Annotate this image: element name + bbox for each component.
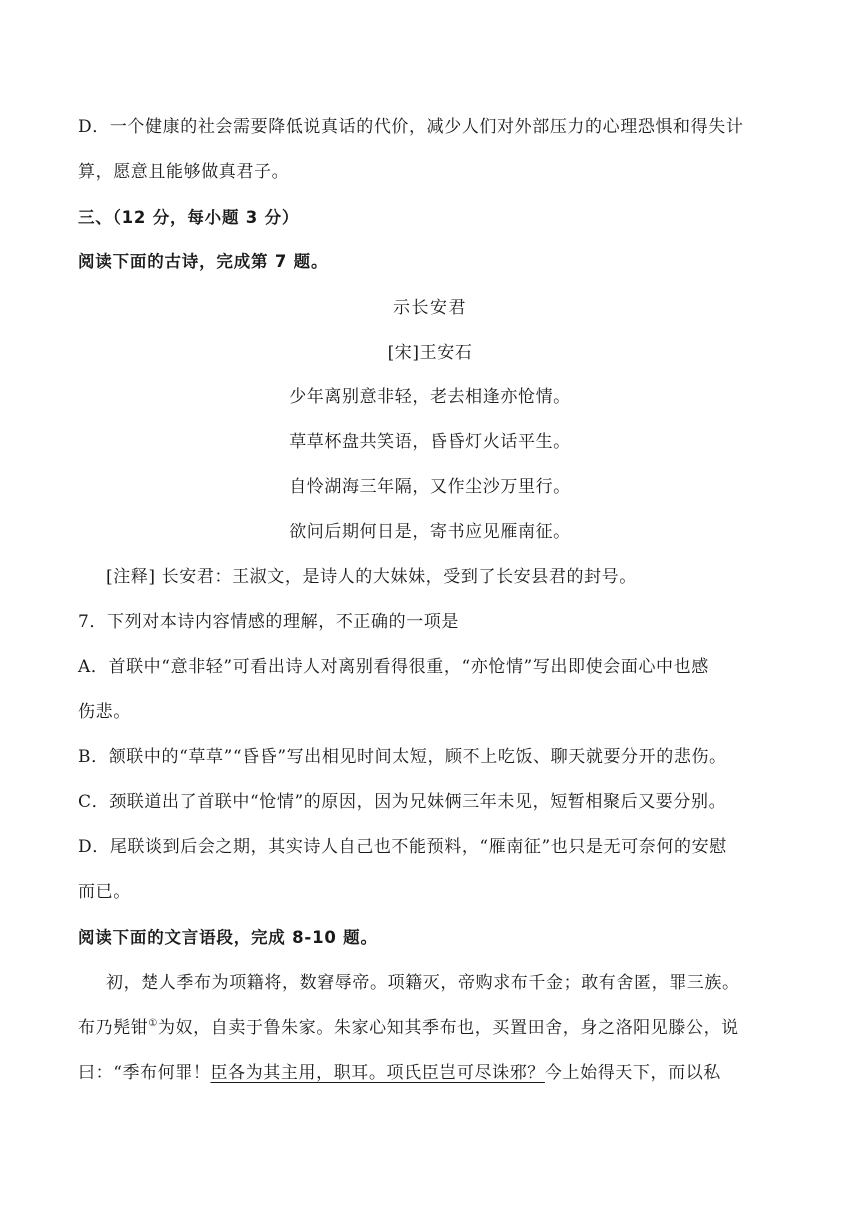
question-6-option-d-line-2: 算，愿意且能够做真君子。	[78, 162, 290, 182]
classical-passage-line-3	[78, 1061, 798, 1085]
classical-passage-line-3-end: 今上始得天下，而以私	[544, 1063, 721, 1083]
question-7-stem: 7．下列对本诗内容情感的理解，不正确的一项是	[78, 612, 460, 632]
question-7-option-a-line-2: 伤悲。	[78, 702, 131, 722]
poem-author: [宋]王安石	[387, 343, 473, 363]
section-3-heading: 三、（12 分，每小题 3 分）	[78, 208, 300, 227]
question-7-option-d-line-2: 而已。	[78, 882, 131, 902]
poem-line-1: 少年离别意非轻，老去相逢亦怆情。	[289, 387, 571, 407]
poem-line-2: 草草杯盘共笑语，昏昏灯火话平生。	[289, 432, 571, 452]
classical-passage-line-2	[78, 1016, 798, 1040]
poem-line-3: 自怜湖海三年隔，又作尘沙万里行。	[289, 477, 571, 497]
poem-title: 示长安君	[393, 298, 467, 318]
question-6-option-d-line-1: D．一个健康的社会需要降低说真话的代价，减少人们对外部压力的心理恐惧和得失计	[78, 117, 744, 137]
classical-passage-line-3-start: 曰：“季布何罪！	[78, 1063, 211, 1083]
classical-chinese-instruction: 阅读下面的文言语段，完成 8-10 题。	[78, 928, 378, 947]
question-7-option-d-line-1: D．尾联谈到后会之期，其实诗人自己也不能预料，“雁南征”也只是无可奈何的安慰	[78, 837, 727, 857]
poem-annotation: [注释] 长安君：王淑文，是诗人的大妹妹，受到了长安县君的封号。	[106, 567, 637, 587]
classical-passage-line-2-start: 布乃髡钳	[78, 1018, 149, 1038]
poem-line-4: 欲问后期何日是，寄书应见雁南征。	[289, 522, 571, 542]
classical-passage-line-2-end: 为奴，自卖于鲁朱家。朱家心知其季布也，买置田舍，身之洛阳见滕公，说	[157, 1018, 739, 1038]
footnote-marker: ①	[148, 1018, 158, 1029]
question-7-option-b: B．颔联中的“草草”“昏昏”写出相见时间太短，顾不上吃饭、聊天就要分开的悲伤。	[78, 747, 727, 767]
question-7-option-c: C．颈联道出了首联中“怆情”的原因，因为兄妹俩三年未见，短暂相聚后又要分别。	[78, 792, 727, 812]
classical-passage-line-1: 初，楚人季布为项籍将，数窘辱帝。项籍灭，帝购求布千金；敢有舍匿，罪三族。	[106, 973, 740, 993]
underlined-sentence: 臣各为其主用，职耳。项氏臣岂可尽诛邪？	[210, 1063, 545, 1083]
poem-instruction: 阅读下面的古诗，完成第 7 题。	[78, 252, 329, 271]
question-7-option-a-line-1: A．首联中“意非轻”可看出诗人对离别看得很重，“亦怆情”写出即使会面心中也感	[78, 657, 709, 677]
